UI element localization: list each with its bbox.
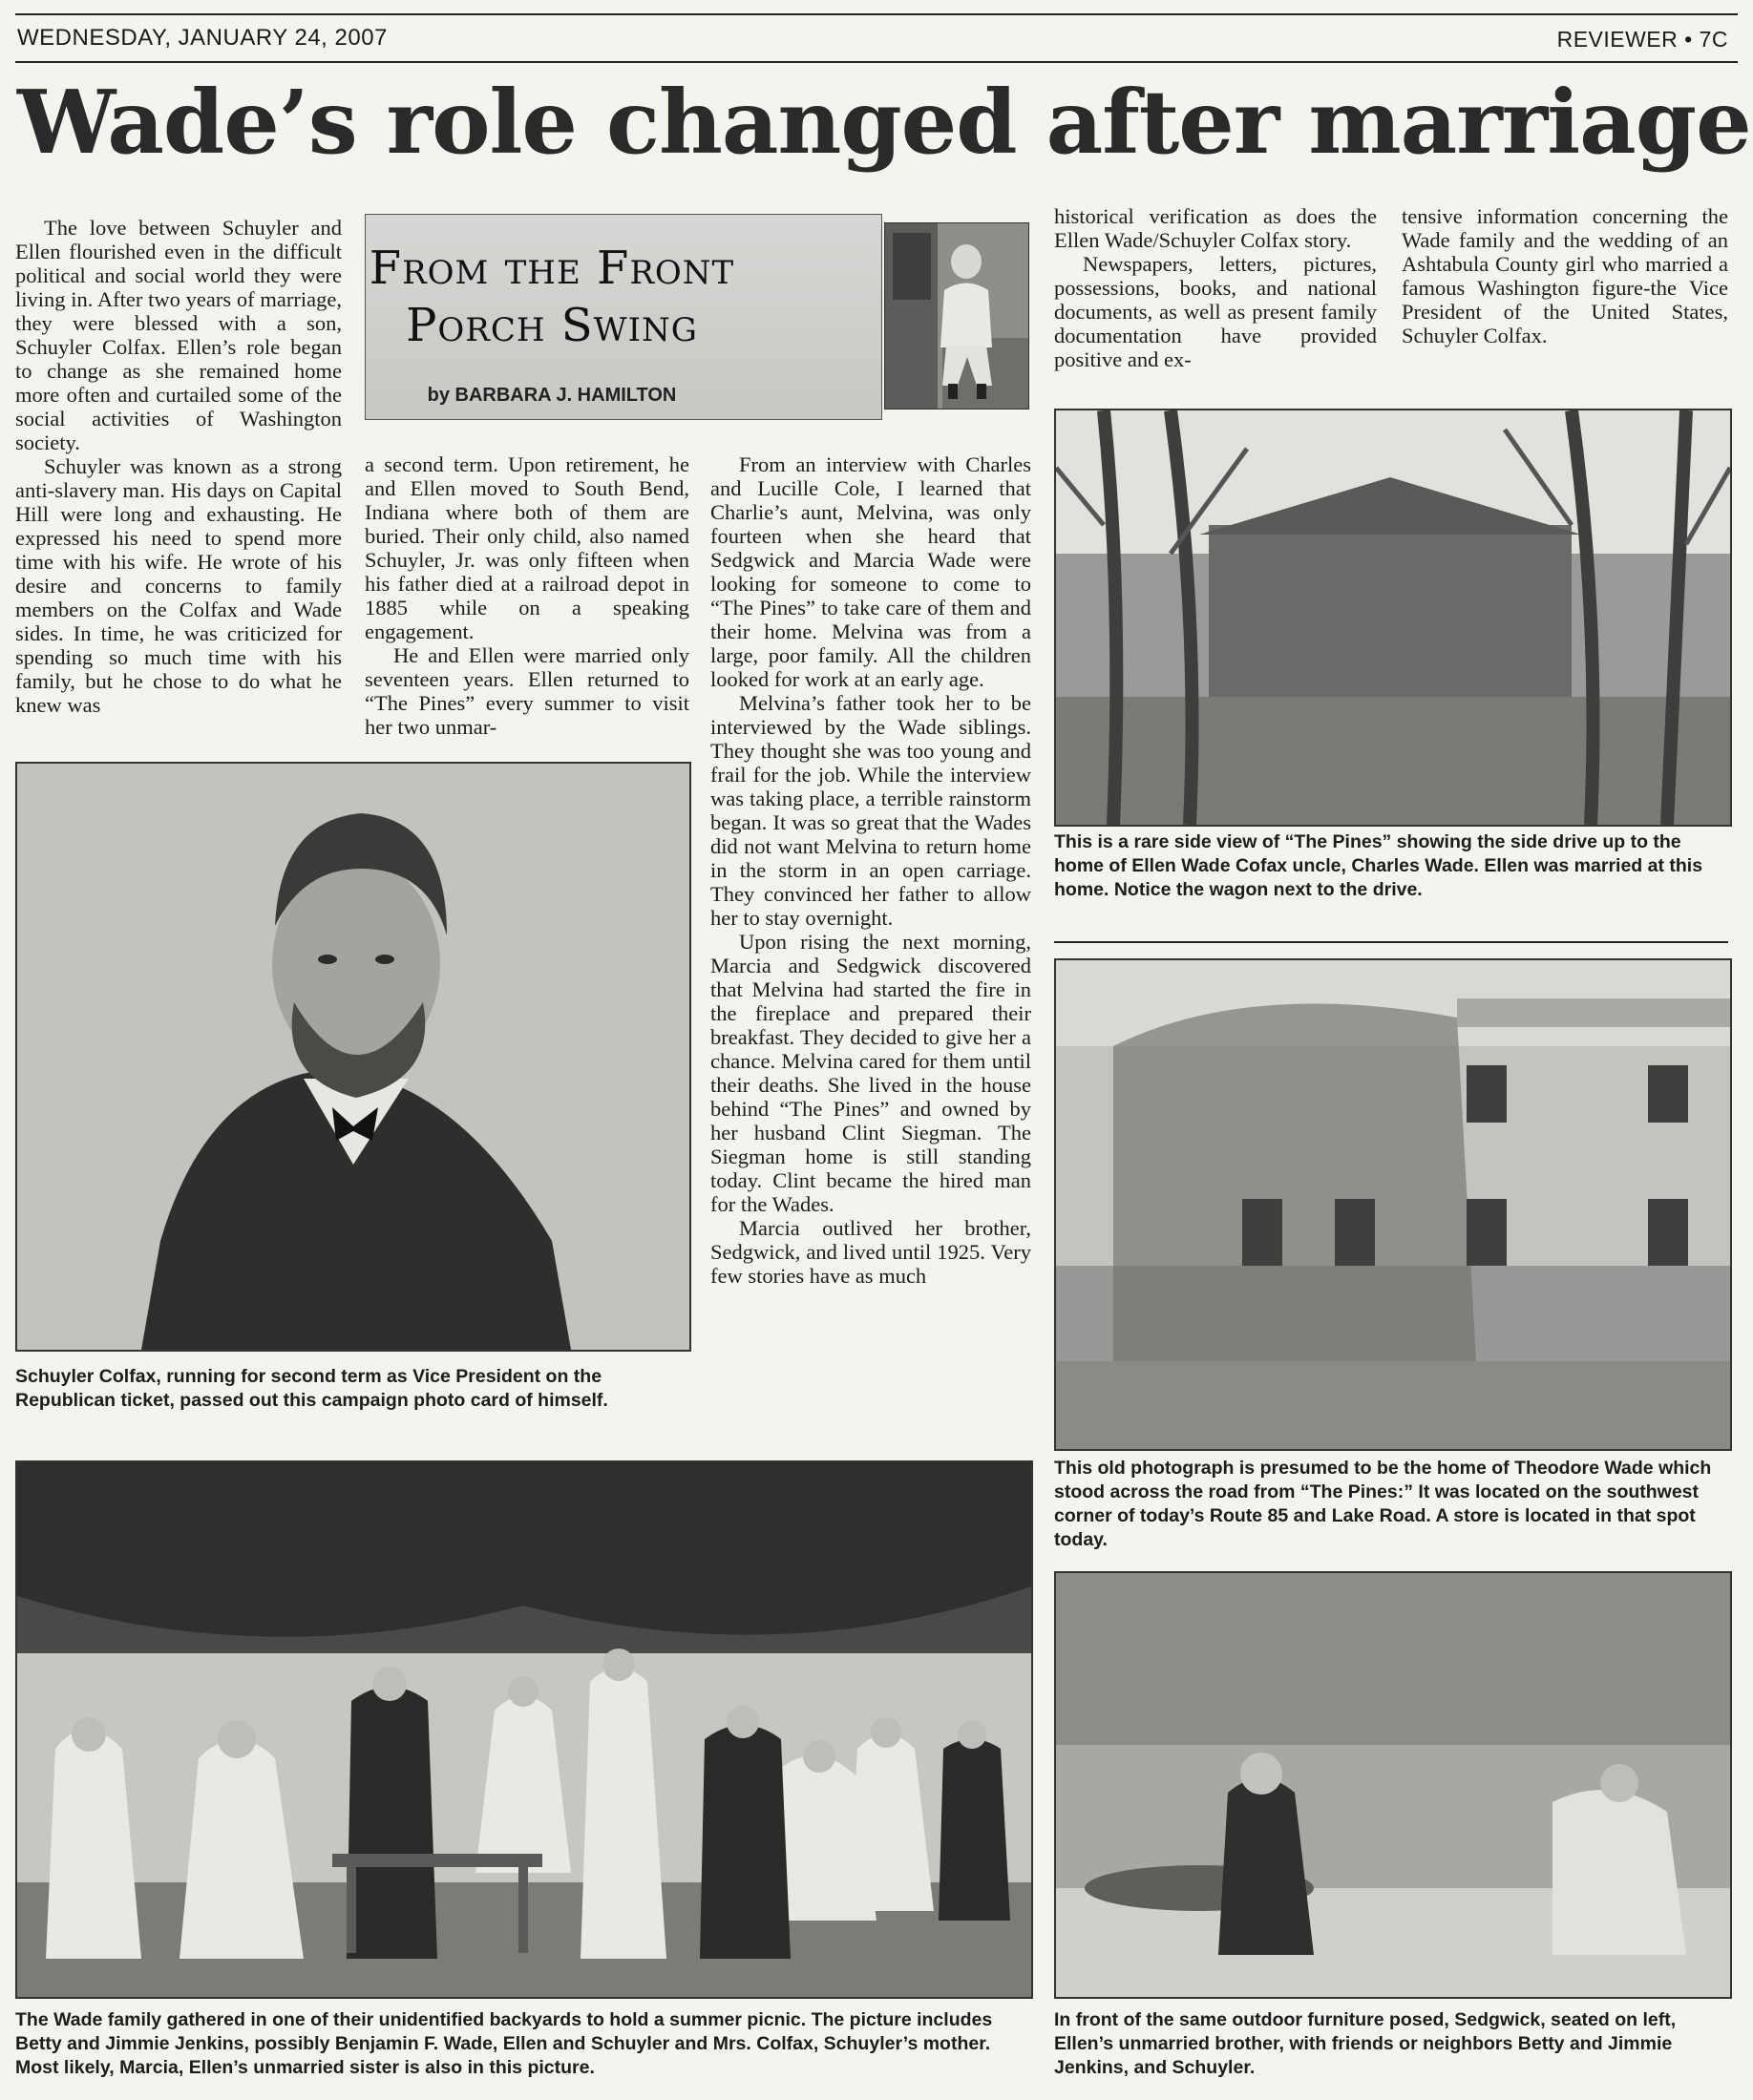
- family-picnic-photo: [15, 1460, 1033, 1999]
- col3-paragraph-3: Upon rising the next morning, Marcia and Sedgwick discovered that Melvina had started the fire in the fireplace and prepared their breakfast. They decided to give her a chance. Melvina cared for them until their deaths. She lived in the house behind “The Pines” and owned by her husband Clint Siegman. The Siegman home is still standing today. Clint became the hired man for the Wades.: [710, 930, 1031, 1216]
- col3-paragraph-4: Marcia outlived her brother, Sedgwick, and lived until 1925. Very few stories have as much: [710, 1216, 1031, 1288]
- pines-side-view-photo: [1054, 409, 1732, 827]
- picnic-caption: The Wade family gathered in one of their unidentified backyards to hold a summer picnic. The picture includes Betty and Jimmie Jenkins, possibly Benjamin F. Wade, Ellen and Schuyler and Mrs. Colfax, Schuyler’s mother. Most likely, Marcia, Ellen’s unmarried sister is also in this picture.: [15, 2009, 993, 2078]
- byline: by BARBARA J. HAMILTON: [427, 385, 677, 406]
- section-page: REVIEWER • 7C: [1556, 27, 1728, 52]
- column-1-text: [15, 216, 342, 717]
- col2-paragraph-1: a second term. Upon retirement, he and Ellen moved to South Bend, Indiana where both of them are buried. Their only child, also named Schuyler, Jr. was only fifteen when his father died at a railroad depot in 1885 while on a speaking engagement.: [365, 452, 689, 643]
- top-rule: [15, 13, 1738, 15]
- column-2-text: [365, 452, 689, 739]
- col4-paragraph-1: historical verification as does the Ellen Wade/Schuyler Colfax story.: [1054, 204, 1377, 252]
- sedgwick-caption: In front of the same outdoor furniture posed, Sedgwick, seated on left, Ellen’s unmarried brother, with friends or neighbors Betty and Jimmie Jenkins, and Schuyler.: [1054, 2009, 1677, 2078]
- col1-paragraph-2: Schuyler was known as a strong anti-slavery man. His days on Capital Hill were long and exhausting. He expressed his need to spend more time with his wife. He wrote of his desire and concerns to family members on the Colfax and Wade sides. In time, he was criticized for spending so much time with his family, but he chose to do what he knew was: [15, 454, 342, 717]
- pines-caption: This is a rare side view of “The Pines” showing the side drive up to the home of Ellen Wade Cofax uncle, Charles Wade. Ellen was married at this home. Notice the wagon next to the drive.: [1054, 831, 1703, 900]
- column-3-text: [710, 452, 1031, 1288]
- col3-paragraph-2: Melvina’s father took her to be interviewed by the Wade siblings. They thought she was too young and frail for the job. While the interview was taking place, a terrible rainstorm began. It was so great that the Wades did not want Melvina to return home in the storm in an open carriage. They convinced her father to allow her to stay overnight.: [710, 691, 1031, 930]
- colfax-portrait-photo: [15, 762, 691, 1352]
- theodore-wade-house-photo: [1054, 958, 1732, 1451]
- header-rule: [15, 61, 1738, 63]
- photo-separator-rule: [1054, 941, 1728, 943]
- author-photo: [884, 222, 1029, 410]
- col5-paragraph-1: tensive information concerning the Wade family and the wedding of an Ashtabula County girl who married a famous Washington figure-the Vice President of the United States, Schuyler Colfax.: [1402, 204, 1728, 347]
- theodore-caption: This old photograph is presumed to be the home of Theodore Wade which stood across the road from “The Pines:” It was located on the southwest corner of today’s Route 85 and Lake Road. A store is located in that spot today.: [1054, 1458, 1712, 1550]
- col4-paragraph-2: Newspapers, letters, pictures, possessions, books, and national documents, as well as present family documentation have provided positive and ex-: [1054, 252, 1377, 371]
- col3-paragraph-1: From an interview with Charles and Lucille Cole, I learned that Charlie’s aunt, Melvina, was only fourteen when she heard that Sedgwick and Marcia Wade were looking for someone to come to “The Pines” to take care of them and their home. Melvina was from a large, poor family. All the children looked for work at an early age.: [710, 452, 1031, 691]
- column-title-line2: Porch Swing: [406, 299, 698, 352]
- issue-date: WEDNESDAY, JANUARY 24, 2007: [17, 25, 388, 51]
- column-banner: [365, 214, 882, 420]
- headline: Wade’s role changed after marriage: [17, 71, 1751, 174]
- col2-paragraph-2: He and Ellen were married only seventeen years. Ellen returned to “The Pines” every summer to visit her two unmar-: [365, 643, 689, 739]
- column-5-text: [1402, 204, 1728, 347]
- column-4-text: [1054, 204, 1377, 371]
- column-title: [366, 240, 738, 354]
- colfax-caption: Schuyler Colfax, running for second term as Vice President on the Republican ticket, passed out this campaign photo card of himself.: [15, 1366, 608, 1411]
- column-title-line1: From the Front: [369, 242, 735, 295]
- sedgwick-outdoor-photo: [1054, 1571, 1732, 1999]
- col1-paragraph-1: The love between Schuyler and Ellen flourished even in the difficult political and social world they were living in. After two years of marriage, they were blessed with a son, Schuyler Colfax. Ellen’s role began to change as she remained home more often and curtailed some of the social activities of Washington society.: [15, 216, 342, 454]
